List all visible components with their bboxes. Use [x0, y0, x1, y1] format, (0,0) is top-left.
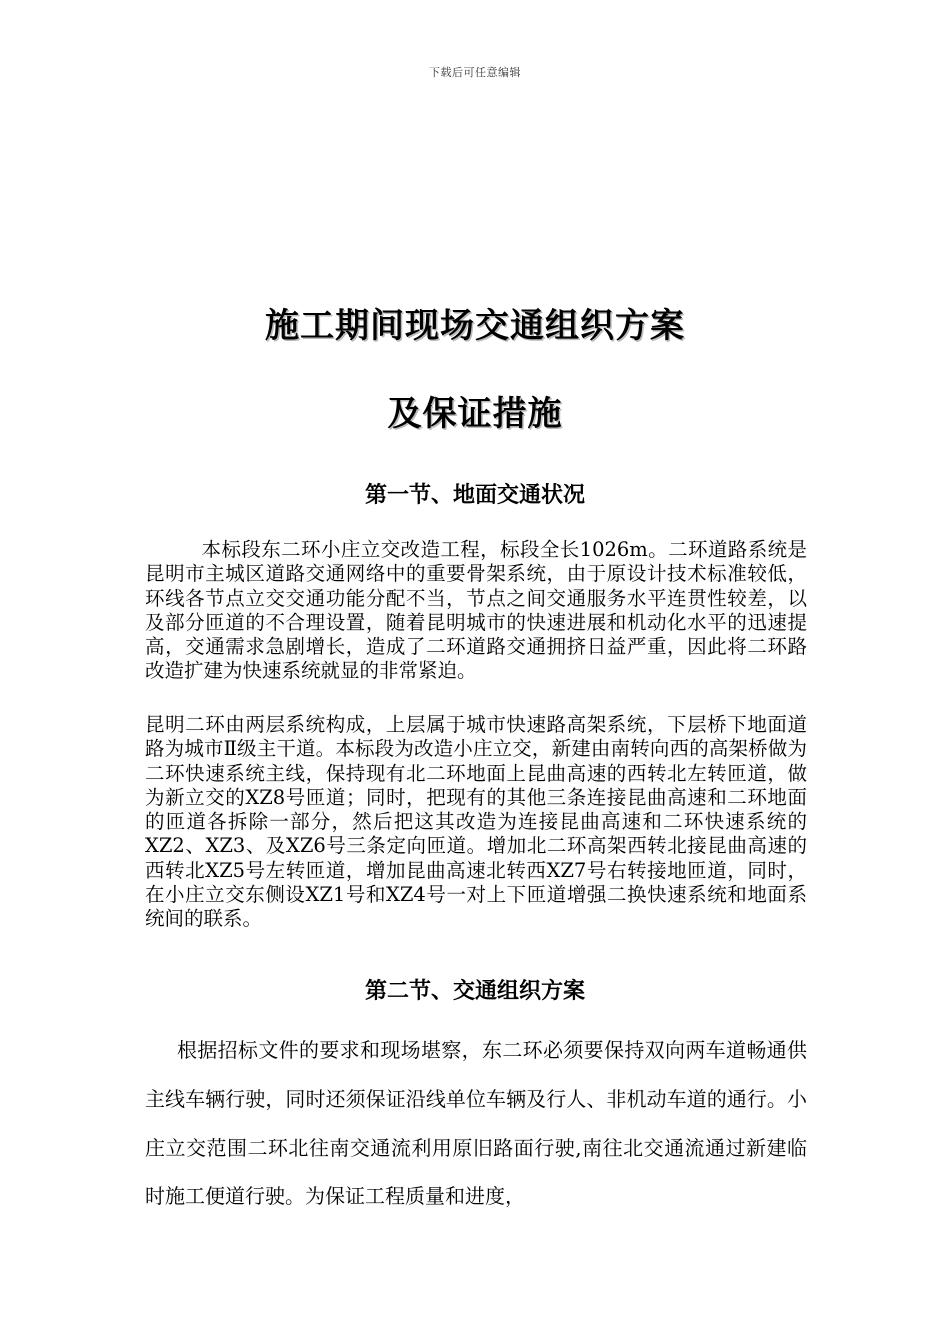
document-title-line-2: 及保证措施 [387, 394, 563, 434]
document-title-line-1: 施工期间现场交通组织方案 [265, 306, 685, 346]
section-2-heading: 第二节、交通组织方案 [364, 978, 585, 1004]
section-2-paragraph-1: 根据招标文件的要求和现场堪察，东二环必须要保持双向两车道畅通供主线车辆行驶，同时还须保证沿线单位车辆及行人、非机动车道的通行。小庄立交范围二环北往南交通流利用原旧路面行驶,南往北交通流通过新建临时施工便道行驶。为保证工程质量和进度， [145, 1038, 807, 1209]
header-note: 下载后可任意编辑 [429, 66, 521, 79]
section-1-heading: 第一节、地面交通状况 [364, 482, 585, 508]
section-1-paragraph-2: 昆明二环由两层系统构成，上层属于城市快速路高架系统，下层桥下地面道路为城市Ⅱ级主干道。本标段为改造小庄立交，新建由南转向西的高架桥做为二环快速系统主线，保持现有北二环地面上昆曲高速的西转北左转匝道，做为新立交的XZ8号匝道；同时，把现有的其他三条连接昆曲高速和二环地面的匝道各拆除一部分，然后把这其改造为连接昆曲高速和二环快速系统的XZ2、XZ3、及XZ6号三条定向匝道。增加北二环高架西转北接昆曲高速的西转北XZ5号左转匝道，增加昆曲高速北转西XZ7号右转接地匝道，同时，在小庄立交东侧设XZ1号和XZ4号一对上下匝道增强二换快速系统和地面系统间的联系。 [145, 713, 807, 931]
section-1-paragraph-1: 本标段东二环小庄立交改造工程，标段全长1026m。二环道路系统是昆明市主城区道路交通网络中的重要骨架系统，由于原设计技术标准较低，环线各节点立交交通功能分配不当，节点之间交通服务水平连贯性较差，以及部分匝道的不合理设置，随着昆明城市的快速进展和机动化水平的迅速提高，交通需求急剧增长，造成了二环道路交通拥挤日益严重，因此将二环路改造扩建为快速系统就显的非常紧迫。 [145, 538, 807, 683]
